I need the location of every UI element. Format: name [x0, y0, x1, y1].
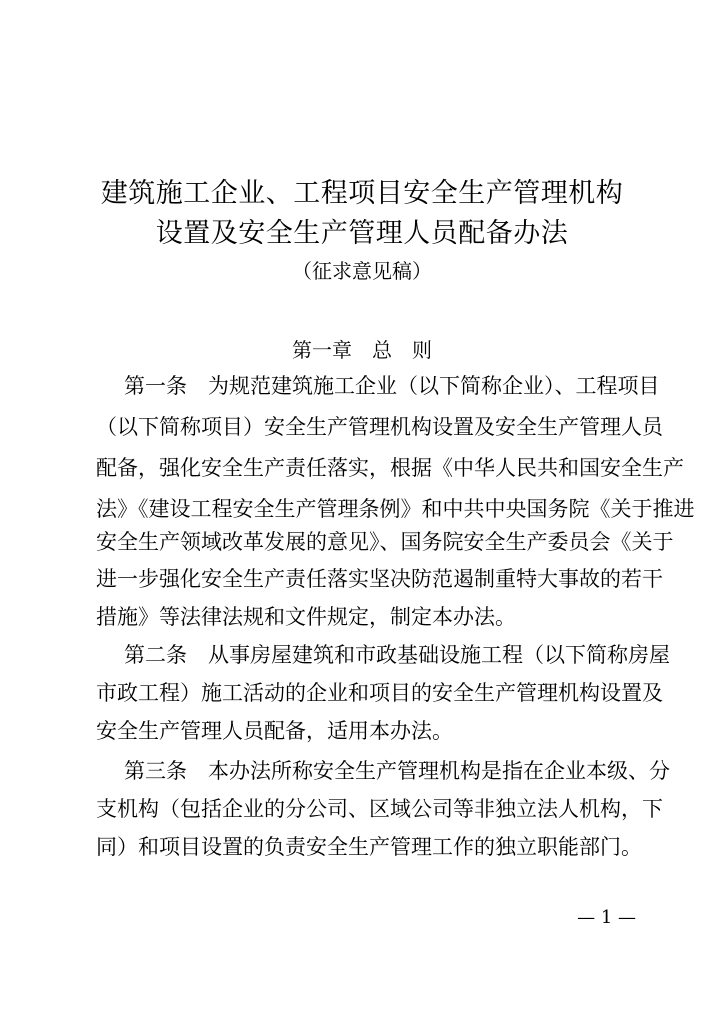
article-2-line: 安全生产管理人员配备，适用本办法。: [96, 719, 453, 743]
article-2-line: 市政工程）施工活动的企业和项目的安全生产管理机构设置及: [96, 681, 663, 705]
page-number: — 1 —: [577, 907, 636, 928]
article-1-line: 法》《建设工程安全生产管理条例》和中共中央国务院《关于推进: [96, 497, 695, 521]
document-title-line-1: 建筑施工企业、工程项目安全生产管理机构: [100, 178, 624, 209]
article-1-line: 措施》等法律法规和文件规定，制定本办法。: [96, 605, 516, 629]
article-1-line: 第一条 为规范建筑施工企业（以下简称企业）、工程项目: [124, 374, 660, 398]
chapter-heading: 第一章 总 则: [292, 338, 432, 362]
article-3-line: 同）和项目设置的负责安全生产管理工作的独立职能部门。: [96, 835, 642, 859]
article-1-line: （以下简称项目）安全生产管理机构设置及安全生产管理人员: [96, 415, 663, 439]
article-3-line: 支机构（包括企业的分公司、区域公司等非独立法人机构，下: [96, 797, 663, 821]
article-3-line: 第三条 本办法所称安全生产管理机构是指在企业本级、分: [124, 759, 670, 783]
article-1-line: 进一步强化安全生产责任落实坚决防范遏制重特大事故的若干: [96, 567, 663, 591]
document-title-line-2: 设置及安全生产管理人员配备办法: [155, 218, 569, 249]
article-1-line: 配备，强化安全生产责任落实，根据《中华人民共和国安全生产: [96, 456, 684, 480]
document-subtitle: （征求意见稿）: [292, 259, 432, 283]
article-1-line: 安全生产领域改革发展的意见》、国务院安全生产委员会《关于: [96, 530, 674, 554]
article-2-line: 第二条 从事房屋建筑和市政基础设施工程（以下简称房屋: [124, 643, 670, 667]
